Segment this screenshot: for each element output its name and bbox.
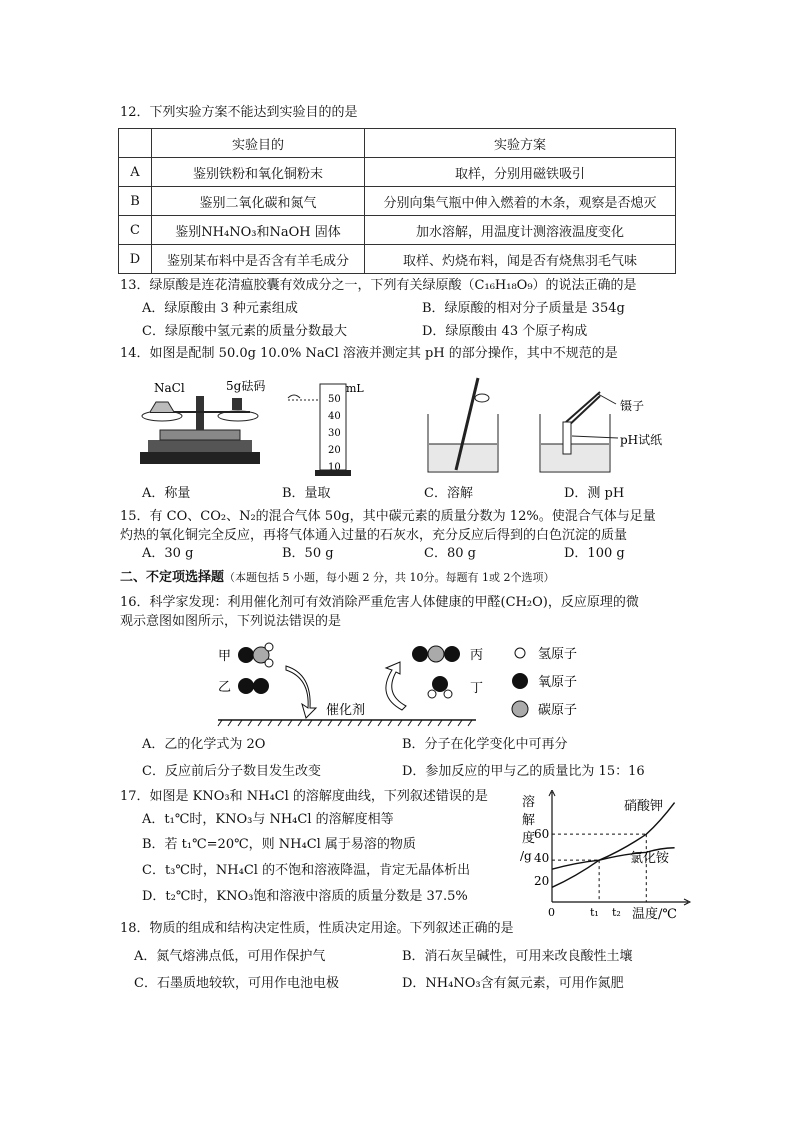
ylabel-char: 度	[522, 831, 536, 846]
oxygen-atom-icon	[412, 646, 428, 662]
table-row	[119, 216, 676, 245]
label-jia: 甲	[218, 649, 232, 664]
row-letter: A	[119, 158, 152, 187]
cylinder-tick: 20	[328, 445, 341, 456]
q15-stem-line1: 15．有 CO、CO₂、N₂的混合气体 50g，其中碳元素的质量分数为 12%。使混合气体与足量	[120, 509, 656, 524]
q14-option-c: C．溶解	[424, 486, 473, 501]
table-header-scheme: 实验方案	[365, 129, 676, 158]
cylinder-tick: 40	[328, 411, 341, 422]
q14-option-d: D．测 pH	[564, 486, 625, 501]
series-label-kno3: 硝酸钾	[624, 799, 664, 814]
q16-stem-line2: 观示意图如图所示，下列说法错误的是	[120, 614, 342, 629]
q17-option-c: C．t₃℃时，NH₄Cl 的不饱和溶液降温，肯定无晶体析出	[142, 863, 471, 878]
q16-figure	[214, 638, 598, 730]
ylabel-char: 解	[522, 813, 536, 828]
table-row	[119, 245, 676, 274]
label-yi: 乙	[218, 680, 232, 695]
section-note: （本题包括 5 小题，每小题 2 分，共 10分。每题有 1或 2个选项）	[224, 571, 555, 584]
q15-option-d: D．100 g	[564, 546, 625, 561]
x-tick-label: t₁	[590, 906, 599, 919]
q18-option-d: D．NH₄NO₃含有氮元素，可用作氮肥	[402, 976, 624, 991]
q13-option-a: A．绿原酸由 3 种元素组成	[142, 301, 298, 316]
oxygen-legend-icon	[512, 673, 528, 689]
label-ml: mL	[346, 382, 364, 395]
q15-option-a: A．30 g	[142, 546, 194, 561]
curved-arrow-icon	[386, 662, 406, 710]
q13-option-b: B．绿原酸的相对分子质量是 354g	[422, 301, 625, 316]
q14-option-a: A．称量	[142, 486, 191, 501]
hydrogen-atom-icon	[444, 690, 452, 698]
ylabel-unit: /g	[520, 849, 532, 863]
y-tick-label: 20	[534, 874, 550, 888]
label-catalyst: 催化剂	[326, 703, 366, 718]
label-ph-paper: pH试纸	[620, 433, 663, 447]
q15-option-c: C．80 g	[424, 546, 476, 561]
series-label-nh4cl: 氯化铵	[630, 851, 670, 866]
carbon-legend-icon	[512, 701, 528, 717]
row-letter: C	[119, 216, 152, 245]
cylinder-tick: 30	[328, 428, 341, 439]
cylinder-icon	[288, 384, 351, 476]
legend-carbon: 碳原子	[538, 703, 578, 718]
q16-option-d: D．参加反应的甲与乙的质量比为 15：16	[402, 764, 645, 779]
row-scheme: 取样、灼烧布料，闻是否有烧焦羽毛气味	[365, 245, 676, 274]
q18-stem: 18．物质的组成和结构决定性质，性质决定用途。下列叙述正确的是	[120, 921, 514, 936]
q18-option-b: B．消石灰呈碱性，可用来改良酸性土壤	[402, 949, 633, 964]
q16-option-b: B．分子在化学变化中可再分	[402, 737, 568, 752]
q15-option-b: B．50 g	[282, 546, 334, 561]
beaker-ph-icon	[540, 392, 618, 472]
row-goal: 鉴别铁粉和氧化铜粉末	[152, 158, 365, 187]
oxygen-atom-icon	[432, 676, 448, 692]
table-row	[119, 187, 676, 216]
cylinder-tick: 50	[328, 394, 341, 405]
row-goal: 鉴别某布料中是否含有羊毛成分	[152, 245, 365, 274]
q12-table	[118, 128, 676, 274]
x-tick-label: t₂	[612, 906, 621, 919]
q17-stem: 17．如图是 KNO₃和 NH₄Cl 的溶解度曲线，下列叙述错误的是	[120, 789, 488, 804]
row-letter: D	[119, 245, 152, 274]
solubility-chart	[512, 790, 692, 926]
q18-option-a: A．氮气熔沸点低，可用作保护气	[134, 949, 326, 964]
q16-option-a: A．乙的化学式为 2O	[142, 737, 266, 752]
x-axis-label: 温度/℃	[632, 907, 677, 922]
section-title: 二、不定项选择题	[120, 570, 225, 585]
label-tweezers: 镊子	[620, 399, 645, 413]
curved-arrow-icon	[286, 666, 316, 718]
oxygen-atom-icon	[238, 647, 254, 663]
q15-stem-line2: 灼热的氧化铜完全反应，再将气体通入过量的石灰水，充分反应后得到的白色沉淀的质量	[120, 528, 628, 543]
q17-option-a: A．t₁℃时，KNO₃与 NH₄Cl 的溶解度相等	[142, 812, 394, 827]
section-heading	[120, 569, 554, 587]
q13-option-d: D．绿原酸由 43 个原子构成	[422, 324, 588, 339]
row-goal: 鉴别NH₄NO₃和NaOH 固体	[152, 216, 365, 245]
legend-oxygen: 氧原子	[538, 675, 578, 690]
q18-option-c: C．石墨质地较软，可用作电池电极	[134, 976, 339, 991]
label-bing: 丙	[470, 648, 484, 663]
series-line-kno3	[552, 803, 675, 888]
row-goal: 鉴别二氧化碳和氮气	[152, 187, 365, 216]
catalyst-surface	[218, 720, 472, 726]
table-header-goal: 实验目的	[152, 129, 365, 158]
legend-hydrogen: 氢原子	[538, 647, 578, 662]
row-scheme: 加水溶解，用温度计测溶液温度变化	[365, 216, 676, 245]
oxygen-atom-icon	[444, 646, 460, 662]
q17-option-b: B．若 t₁℃=20℃，则 NH₄Cl 属于易溶的物质	[142, 837, 416, 852]
row-scheme: 取样，分别用磁铁吸引	[365, 158, 676, 187]
q16-stem-line1: 16．科学家发现：利用催化剂可有效消除严重危害人体健康的甲醛(CH₂O)，反应原理的微	[120, 595, 639, 610]
hydrogen-legend-icon	[515, 648, 525, 658]
oxygen-atom-icon	[253, 678, 269, 694]
q13-option-c: C．绿原酸中氢元素的质量分数最大	[142, 324, 347, 339]
table-row	[119, 158, 676, 187]
q16-option-c: C．反应前后分子数目发生改变	[142, 764, 321, 779]
table-header-empty	[119, 129, 152, 158]
q14-stem: 14．如图是配制 50.0g 10.0% NaCl 溶液并测定其 pH 的部分操作，其中不规范的是	[120, 346, 618, 361]
hydrogen-atom-icon	[265, 659, 273, 667]
beaker-stir-icon	[428, 378, 498, 472]
row-scheme: 分别向集气瓶中伸入燃着的木条，观察是否熄灭	[365, 187, 676, 216]
y-tick-label: 60	[534, 827, 550, 841]
q17-option-d: D．t₂℃时，KNO₃饱和溶液中溶质的质量分数是 37.5%	[142, 889, 468, 904]
x-tick-label: 0	[548, 906, 555, 919]
q12-stem: 12．下列实验方案不能达到实验目的的是	[120, 105, 358, 120]
hydrogen-atom-icon	[265, 643, 273, 651]
carbon-atom-icon	[428, 646, 444, 662]
table-header-row	[119, 129, 676, 158]
oxygen-atom-icon	[238, 678, 254, 694]
y-tick-label: 40	[534, 851, 550, 865]
ylabel-char: 溶	[522, 795, 536, 810]
balance-icon	[140, 396, 260, 464]
q14-option-b: B．量取	[282, 486, 331, 501]
q14-figure	[120, 372, 680, 482]
label-ding: 丁	[470, 681, 484, 696]
label-weight: 5g砝码	[226, 379, 266, 393]
hydrogen-atom-icon	[428, 690, 436, 698]
label-nacl: NaCl	[154, 381, 185, 395]
row-letter: B	[119, 187, 152, 216]
cylinder-tick: 10	[328, 462, 341, 473]
q13-stem: 13．绿原酸是连花清瘟胶囊有效成分之一，下列有关绿原酸（C₁₆H₁₈O₉）的说法正确的是	[120, 278, 637, 293]
